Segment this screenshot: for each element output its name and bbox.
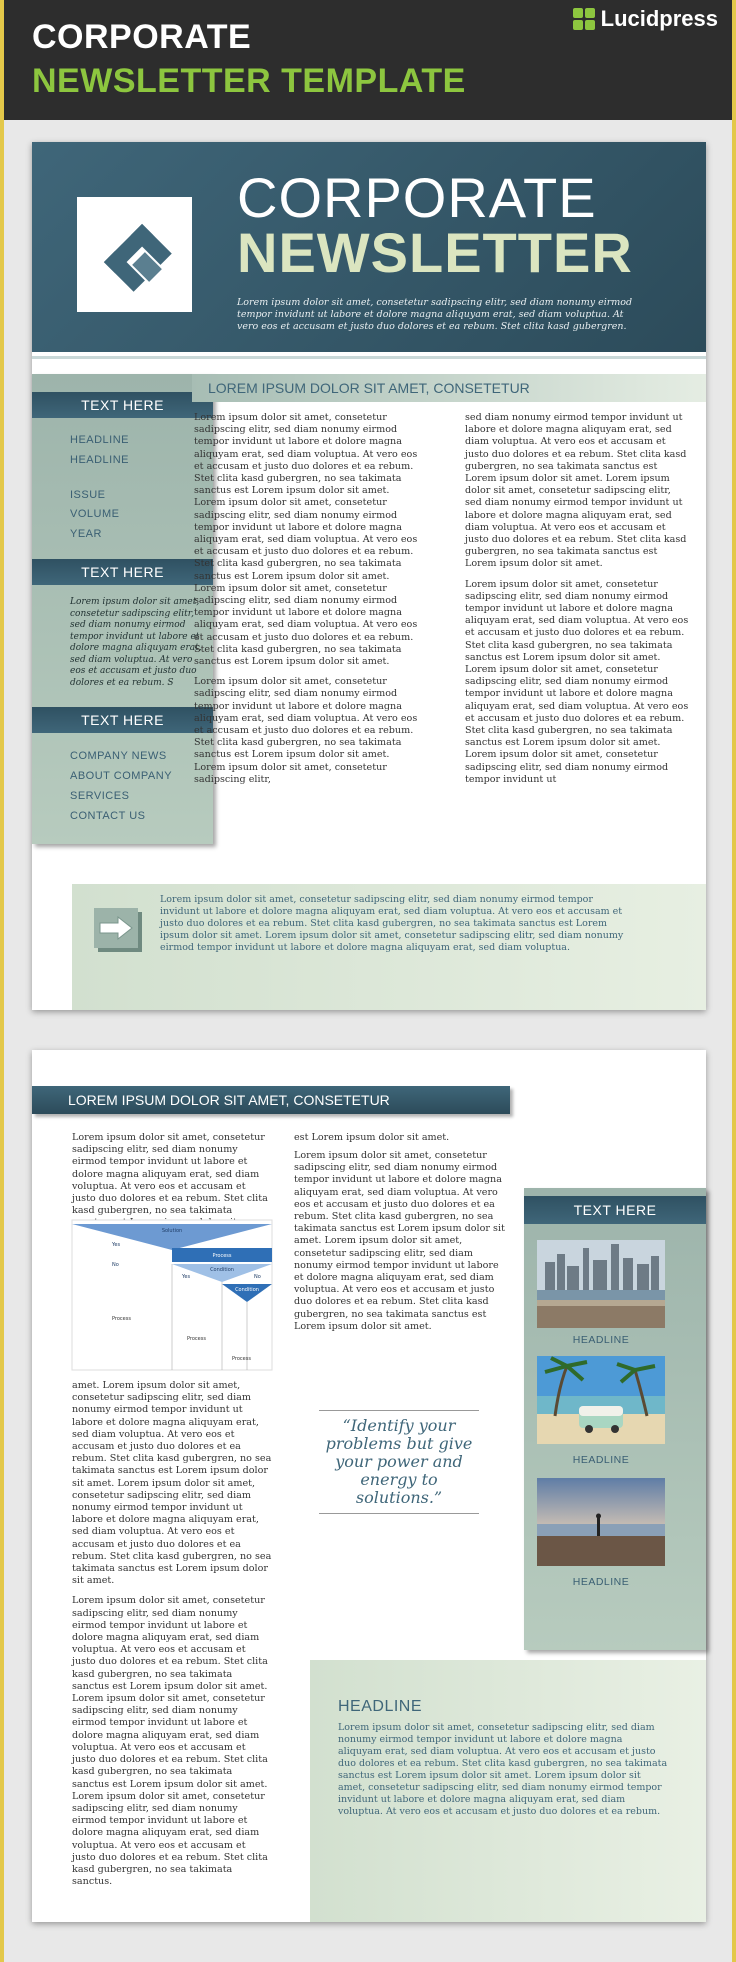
city-skyline-photo: [537, 1240, 665, 1328]
paragraph: amet. Lorem ipsum dolor sit amet, consetetur sadipscing elitr, sed diam nonumy eirmod tempor invidunt ut labore et dolore magna aliquyam erat, sed diam voluptua. At vero eos et accusam et justo duo dolores et ea rebum. Stet clita kasd gubergren, no sea takimata sanctus est Lorem ipsum dolor sit amet. Lorem ipsum dolor sit amet, consetetur sadipscing elitr, sed diam nonumy eirmod tempor invidunt ut labore et dolore magna aliquyam erat, sed diam voluptua. At vero eos et accusam et justo duo dolores et ea rebum. Stet clita kasd gubergren, no sea takimata sanctus est Lorem ipsum dolor sit amet.: [72, 1380, 272, 1587]
masthead-title-line2: NEWSLETTER: [237, 221, 633, 284]
photo-headline[interactable]: HEADLINE: [572, 1334, 630, 1346]
photo-headline[interactable]: HEADLINE: [572, 1576, 630, 1588]
masthead-description: Lorem ipsum dolor sit amet, consetetur sadipscing elitr, sed diam nonumy eirmod tempor invidunt ut labore et dolore magna aliquyam erat, sed diam voluptua. At vero eos et accusam et justo duo dolores et ea rebum. Stet clita kasd gubergren.: [237, 297, 633, 332]
article-column-1: [194, 412, 419, 874]
paragraph: Lorem ipsum dolor sit amet, consetetur sadipscing elitr, sed diam nonumy eirmod tempor invidunt ut labore et dolore magna aliquyam erat, sed diam voluptua. At vero eos et accusam et justo duo dolores et ea rebum. Stet clita kasd gubergren, no sea takimata sanctus est Lorem ipsum dolor sit amet. Lorem ipsum dolor sit amet, consetetur sadipscing elitr, sed diam nonumy eirmod tempor invidunt ut labore et dolore magna aliquyam erat, sed diam voluptua. At vero eos et accusam et justo duo dolores et ea rebum. Stet clita kasd gubergren, no sea takimata sanctus est Lorem ipsum dolor sit amet. Lorem ipsum dolor sit amet, consetetur sadipscing elitr, sed diam nonumy eirmod tempor invidunt ut: [465, 578, 689, 785]
diagram-label: Condition: [235, 1287, 259, 1293]
sidebar-item-headline[interactable]: HEADLINE: [70, 434, 130, 446]
left-sidebar: [32, 374, 213, 844]
article-column-2: [465, 412, 690, 874]
callout-box: [72, 884, 706, 1010]
diagram-label: Process: [187, 1336, 206, 1342]
title-banner: [4, 0, 732, 120]
article-column-2: [294, 1150, 509, 1362]
newsletter-page-2: [32, 1050, 706, 1922]
canvas: [4, 120, 732, 1962]
sidebar-heading: TEXT HERE: [524, 1196, 706, 1224]
paragraph: Lorem ipsum dolor sit amet, consetetur sadipscing elitr, sed diam nonumy eirmod tempor invidunt ut labore et dolore magna aliquyam erat, sed diam voluptua. At vero eos et accusam et justo duo dolores et ea rebum. Stet clita kasd gubergren, no sea takimata sanctus est Lorem ipsum dolor sit amet. Lorem ipsum dolor sit amet, consetetur sadipscing elitr, sed diam nonumy eirmod tempor invidunt ut labore et dolore magna aliquyam erat, sed diam voluptua. At vero eos et accusam et justo duo dolores et ea rebum. Stet clita kasd gubergren, no sea takimata sanctus est Lorem ipsum dolor sit amet. Lorem ipsum dolor sit amet, consetetur sadipscing elitr, sed diam nonumy eirmod tempor invidunt ut labore et dolore magna aliquyam erat, sed diam voluptua. At vero eos et accusam et justo duo dolores et ea rebum. Stet clita kasd gubergren, no sea takimata sanctus est Lorem ipsum dolor sit amet.: [194, 412, 418, 668]
photo-headline[interactable]: HEADLINE: [572, 1454, 630, 1466]
divider: [32, 356, 706, 359]
diagram-label: No: [254, 1274, 261, 1280]
pull-quote: “Identify your problems but give your power and energy to solutions.”: [319, 1410, 479, 1514]
headline-box: [310, 1660, 706, 1922]
paragraph: Lorem ipsum dolor sit amet, consetetur sadipscing elitr, sed diam nonumy eirmod tempor invidunt ut labore et dolore magna aliquyam erat, sed diam voluptua. At vero eos et accusam et justo duo dolores et ea rebum. Stet clita kasd gubergren, no sea takimata: [72, 1132, 268, 1217]
lucidpress-logo-icon: [573, 8, 595, 30]
sunset-beach-photo: [537, 1478, 665, 1566]
article-column-1-bottom: [72, 1380, 272, 1916]
article-column-2-top: [294, 1132, 509, 1146]
paragraph: Lorem ipsum dolor sit amet, consetetur sadipscing elitr, sed diam nonumy eirmod tempor invidunt ut labore et dolore magna aliquyam erat, sed diam voluptua. At vero eos et accusam et justo duo dolores et ea rebum. Stet clita kasd gubergren, no sea takimata sanctus est Lorem ipsum dolor sit amet. Lorem ipsum dolor sit amet, consetetur sadipscing elitr, sed diam nonumy eirmod tempor invidunt ut labore et dolore magna aliquyam erat, sed diam voluptua. At vero eos et accusam et justo duo dolores et ea rebum. Stet clita kasd gubergren, no sea takimata sanctus est Lorem ipsum dolor sit amet. Lorem ipsum dolor sit amet, consetetur sadipscing elitr, sed diam nonumy eirmod tempor invidunt ut labore et dolore magna aliquyam erat, sed diam voluptua. At vero eos et accusam et justo duo dolores et ea rebum. Stet clita kasd gubergren, no sea takimata sanctus.: [72, 1595, 268, 1888]
box-headline: HEADLINE: [338, 1698, 423, 1715]
diagram-label: No: [112, 1262, 119, 1268]
newsletter-page-1: [32, 142, 706, 1010]
sidebar-item-year: YEAR: [70, 528, 102, 540]
banner-title-line1: CORPORATE: [32, 18, 252, 56]
arrow-right-icon: [94, 908, 138, 948]
beach-van-palm-photo: [537, 1356, 665, 1444]
section-heading: LOREM IPSUM DOLOR SIT AMET, CONSETETUR: [32, 1086, 510, 1114]
paragraph: Lorem ipsum dolor sit amet, consetetur sadipscing elitr, sed diam nonumy eirmod tempor invidunt ut labore et dolore magna aliquyam erat, sed diam voluptua. At vero eos et accusam et justo duo dolores et ea rebum. Stet clita kasd gubergren, no sea takimata sanctus est Lorem ipsum dolor sit amet. Lorem ipsum dolor sit amet, consetetur sadipscing elitr,: [194, 676, 418, 785]
diagram-label: Solution: [161, 1228, 183, 1234]
brand-logo[interactable]: [573, 6, 718, 32]
template-preview: [4, 0, 732, 1962]
paragraph: sed diam nonumy eirmod tempor invidunt ut labore et dolore magna aliquyam erat, sed diam voluptua. At vero eos et accusam et justo duo dolores et ea rebum. Stet clita kasd gubergren, no sea takimata sanctus est Lorem ipsum dolor sit amet. Lorem ipsum dolor sit amet, consetetur sadipscing elitr, sed diam nonumy eirmod tempor invidunt ut labore et dolore magna aliquyam erat, sed diam voluptua. At vero eos et accusam et justo duo dolores et ea rebum. Stet clita kasd gubergren, no sea takimata sanctus est Lorem ipsum dolor sit amet.: [465, 412, 687, 570]
sidebar-heading-1: TEXT HERE: [32, 392, 213, 418]
flowchart-diagram: [72, 1220, 272, 1370]
masthead-title-line1: CORPORATE: [237, 166, 597, 229]
diagram-label: Process: [212, 1253, 232, 1259]
callout-text: Lorem ipsum dolor sit amet, consetetur sadipscing elitr, sed diam nonumy eirmod tempor invidunt ut labore et dolore magna aliquyam erat, sed diam voluptua. At vero eos et accusam et justo duo dolores et ea rebum. Stet clita kasd gubergren, no sea takimata sanctus est Lorem ipsum dolor sit amet. Lorem ipsum dolor sit amet, consetetur sadipscing elitr, sed diam nonumy eirmod tempor invidunt ut labore et dolore magna aliquyam erat, sed diam voluptua.: [160, 894, 624, 953]
section-heading: LOREM IPSUM DOLOR SIT AMET, CONSETETUR: [192, 374, 706, 402]
box-text: Lorem ipsum dolor sit amet, consetetur sadipscing elitr, sed diam nonumy eirmod tempor invidunt ut labore et dolore magna aliquyam erat, sed diam voluptua. At vero eos et accusam et justo duo dolores et ea rebum. Stet clita kasd gubergren, no sea takimata sanctus est Lorem ipsum dolor sit amet. Lorem ipsum dolor sit amet, consetetur sadipscing elitr, sed diam nonumy eirmod tempor invidunt ut labore et dolore magna aliquyam erat, sed diam voluptua. At vero eos et accusam et justo duo dolores et ea rebum.: [338, 1722, 668, 1817]
diagram-label: Condition: [210, 1267, 234, 1273]
diagram-label: Process: [112, 1316, 131, 1322]
sidebar-item-about-company[interactable]: ABOUT COMPANY: [70, 770, 173, 782]
sidebar-item-issue: ISSUE: [70, 489, 106, 501]
abstract-building-logo-icon: [77, 197, 192, 312]
sidebar-item-contact-us[interactable]: CONTACT US: [70, 810, 146, 822]
masthead: [32, 142, 706, 352]
sidebar-item-company-news[interactable]: COMPANY NEWS: [70, 750, 167, 762]
sidebar-paragraph: Lorem ipsum dolor sit amet, consetetur sadipscing elitr, sed diam nonumy eirmod tempor invidunt ut labore et dolore magna aliquyam erat, sed diam voluptua. At vero eos et accusam et justo duo dolores et ea rebum. S: [70, 597, 202, 688]
sidebar-item-headline[interactable]: HEADLINE: [70, 454, 130, 466]
article-column-1-top: [72, 1132, 272, 1218]
sidebar-item-volume: VOLUME: [70, 508, 120, 520]
diagram-label: Yes: [112, 1242, 121, 1248]
sidebar-item-services[interactable]: SERVICES: [70, 790, 130, 802]
banner-title-line2: NEWSLETTER TEMPLATE: [32, 62, 466, 100]
sidebar-heading-2: TEXT HERE: [32, 559, 213, 585]
paragraph: est Lorem ipsum dolor sit amet.: [294, 1132, 450, 1143]
sidebar-heading-3: TEXT HERE: [32, 707, 213, 733]
diagram-label: Yes: [182, 1274, 191, 1280]
brand-name: Lucidpress: [600, 6, 718, 31]
paragraph: Lorem ipsum dolor sit amet, consetetur sadipscing elitr, sed diam nonumy eirmod tempor invidunt ut labore et dolore magna aliquyam erat, sed diam voluptua. At vero eos et accusam et justo duo dolores et ea rebum. Stet clita kasd gubergren, no sea takimata sanctus est Lorem ipsum dolor sit amet. Lorem ipsum dolor sit amet, consetetur sadipscing elitr, sed diam nonumy eirmod tempor invidunt ut labore et dolore magna aliquyam erat, sed diam voluptua. At vero eos et accusam et justo duo dolores et ea rebum. Stet clita kasd gubergren, no sea takimata sanctus est Lorem ipsum dolor sit amet.: [294, 1150, 505, 1332]
right-sidebar: [524, 1188, 706, 1650]
diagram-label: Process: [232, 1356, 251, 1362]
